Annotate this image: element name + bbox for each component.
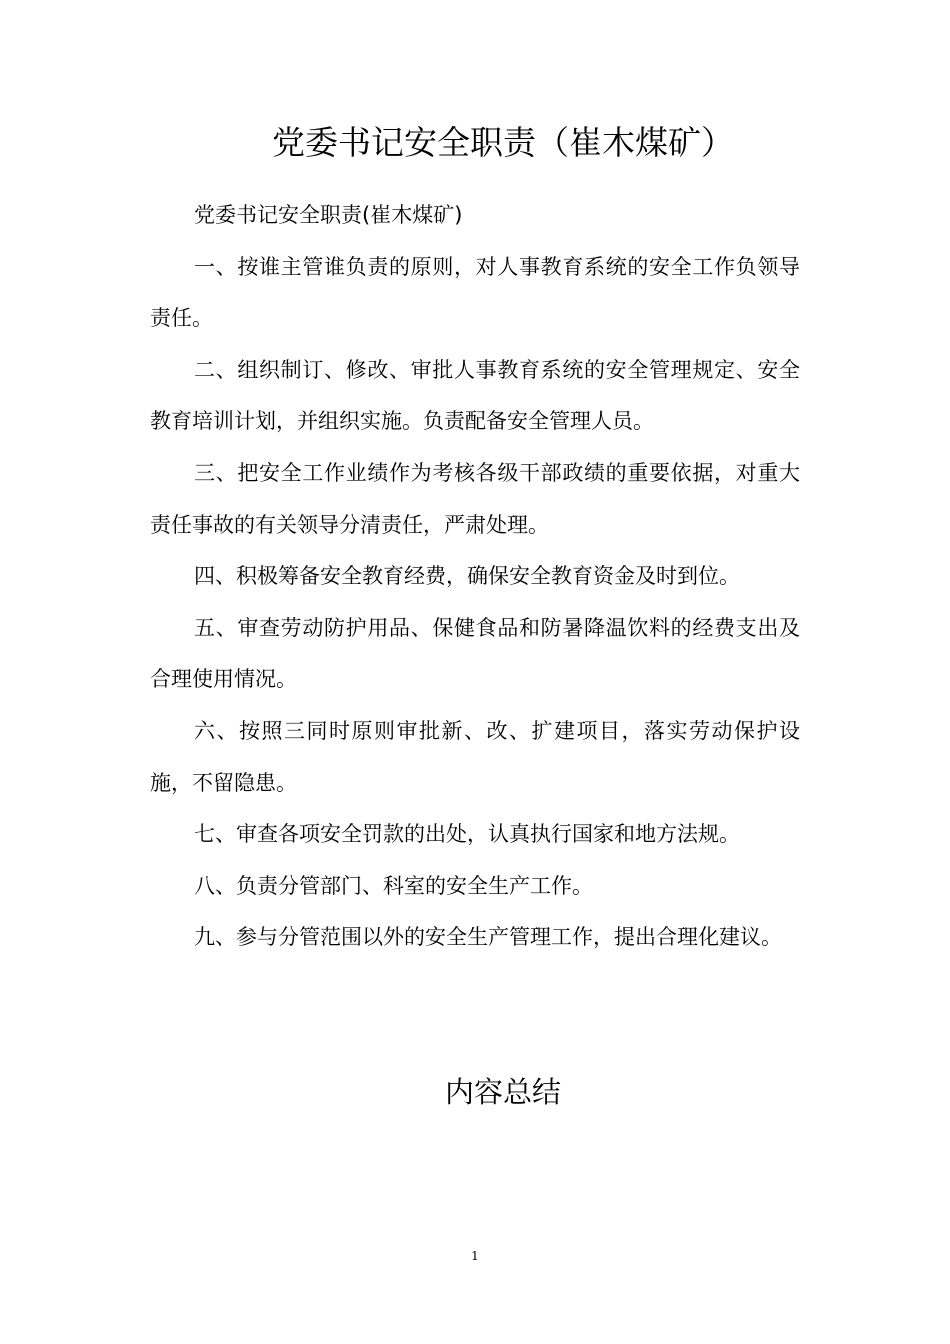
document-title: 党委书记安全职责（崔木煤矿） [272,123,734,162]
page-number: 1 [471,1249,479,1263]
paragraph-item-4: 四、积极筹备安全教育经费，确保安全教育资金及时到位。 [194,564,740,589]
paragraph-item-8: 八、负责分管部门、科室的安全生产工作。 [194,873,593,898]
paragraph-item-3: 三、把安全工作业绩作为考核各级干部政绩的重要依据，对重大责任事故的有关领导分清责任，严肃处理。 [150,460,800,537]
paragraph-item-6: 六、按照三同时原则审批新、改、扩建项目，落实劳动保护设施，不留隐患。 [150,718,800,795]
paragraph-item-9: 九、参与分管范围以外的安全生产管理工作，提出合理化建议。 [194,925,782,950]
paragraph-subtitle: 党委书记安全职责(崔木煤矿) [194,203,463,227]
paragraph-item-5: 五、审查劳动防护用品、保健食品和防暑降温饮料的经费支出及合理使用情况。 [150,615,800,692]
summary-heading: 内容总结 [444,1075,561,1109]
paragraph-item-1: 一、按谁主管谁负责的原则，对人事教育系统的安全工作负领导责任。 [150,254,800,331]
paragraph-item-2: 二、组织制订、修改、审批人事教育系统的安全管理规定、安全教育培训计划，并组织实施。负责配备安全管理人员。 [150,357,800,434]
document-body [150,190,800,964]
paragraph-item-7: 七、审查各项安全罚款的出处，认真执行国家和地方法规。 [194,822,740,847]
